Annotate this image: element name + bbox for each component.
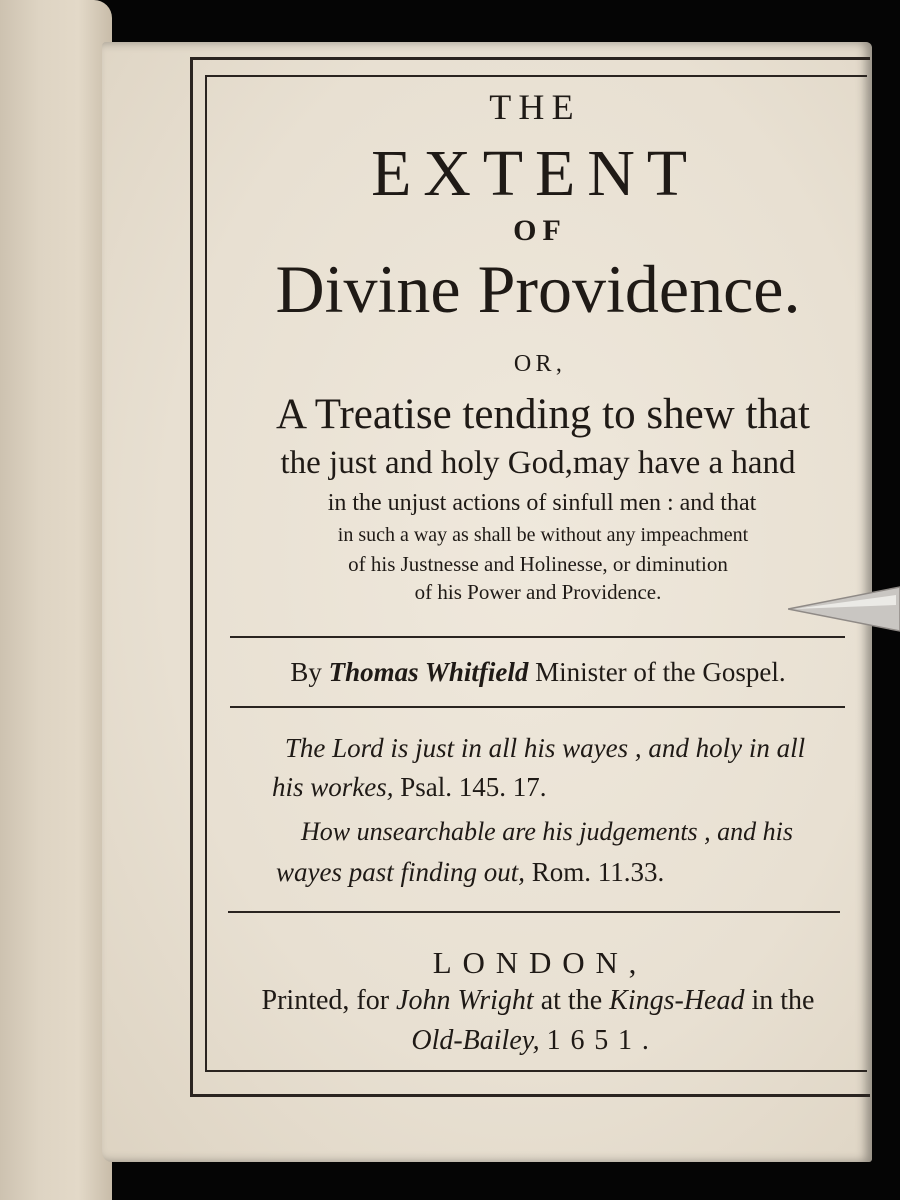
border-bottom-rule-inner [205,1070,867,1072]
imprint-publisher: John Wright [396,985,534,1016]
quote-1-line-1: The Lord is just in all his wayes , and holy in all [284,733,806,763]
imprint-in-the: in the [751,985,815,1016]
divider-rule-1 [230,636,845,638]
page-pointer [788,585,900,633]
subtitle-line-1: A Treatise tending to shew that [276,391,810,438]
title-extent: EXTENT [371,137,699,210]
quote-1-reference: Psal. 145. 17. [400,772,547,802]
imprint-street: Old-Bailey, [411,1025,540,1056]
imprint-printed: Printed, for [261,985,390,1016]
subtitle-line-4: in such a way as shall be without any impeachment [337,524,749,546]
subtitle-line-2: the just and holy God,may have a hand [280,445,796,481]
subtitle-line-3: in the unjust actions of sinfull men : and that [327,490,757,516]
imprint-line-2 [85,1025,900,1057]
imprint-year: 1651. [546,1025,659,1056]
divider-rule-3 [228,911,840,913]
byline-role: Minister of the Gospel. [535,657,786,687]
title-divine-providence: Divine Providence. [275,251,801,327]
border-top-rule-inner [205,75,867,77]
border-left-rule [190,57,193,1097]
quote-2-source-label: wayes past finding out, [276,857,525,887]
imprint-city: LONDON, [432,945,648,980]
quote-1-source-label: his workes, [272,772,394,802]
quote-1-line-2 [0,772,900,803]
byline-by: By [290,657,322,687]
quote-2-reference: Rom. 11.33. [531,857,665,887]
subtitle-line-6: of his Power and Providence. [414,580,662,604]
quote-2-line-1: How unsearchable are his judgements , and his [300,817,794,846]
title-or: OR, [513,351,567,377]
imprint-at-the: at the [540,985,603,1016]
border-bottom-rule [190,1094,870,1097]
title-of: OF [513,214,567,247]
imprint-sign: Kings-Head [609,985,745,1016]
byline-author: Thomas Whitfield [328,657,529,687]
quote-2-line-2 [0,857,900,888]
border-top-rule [190,57,870,60]
title-the: THE [489,87,581,127]
divider-rule-2 [230,706,845,708]
subtitle-line-5: of his Justnesse and Holinesse, or diminution [348,552,728,576]
imprint-line-1 [88,985,900,1017]
byline [88,657,900,688]
